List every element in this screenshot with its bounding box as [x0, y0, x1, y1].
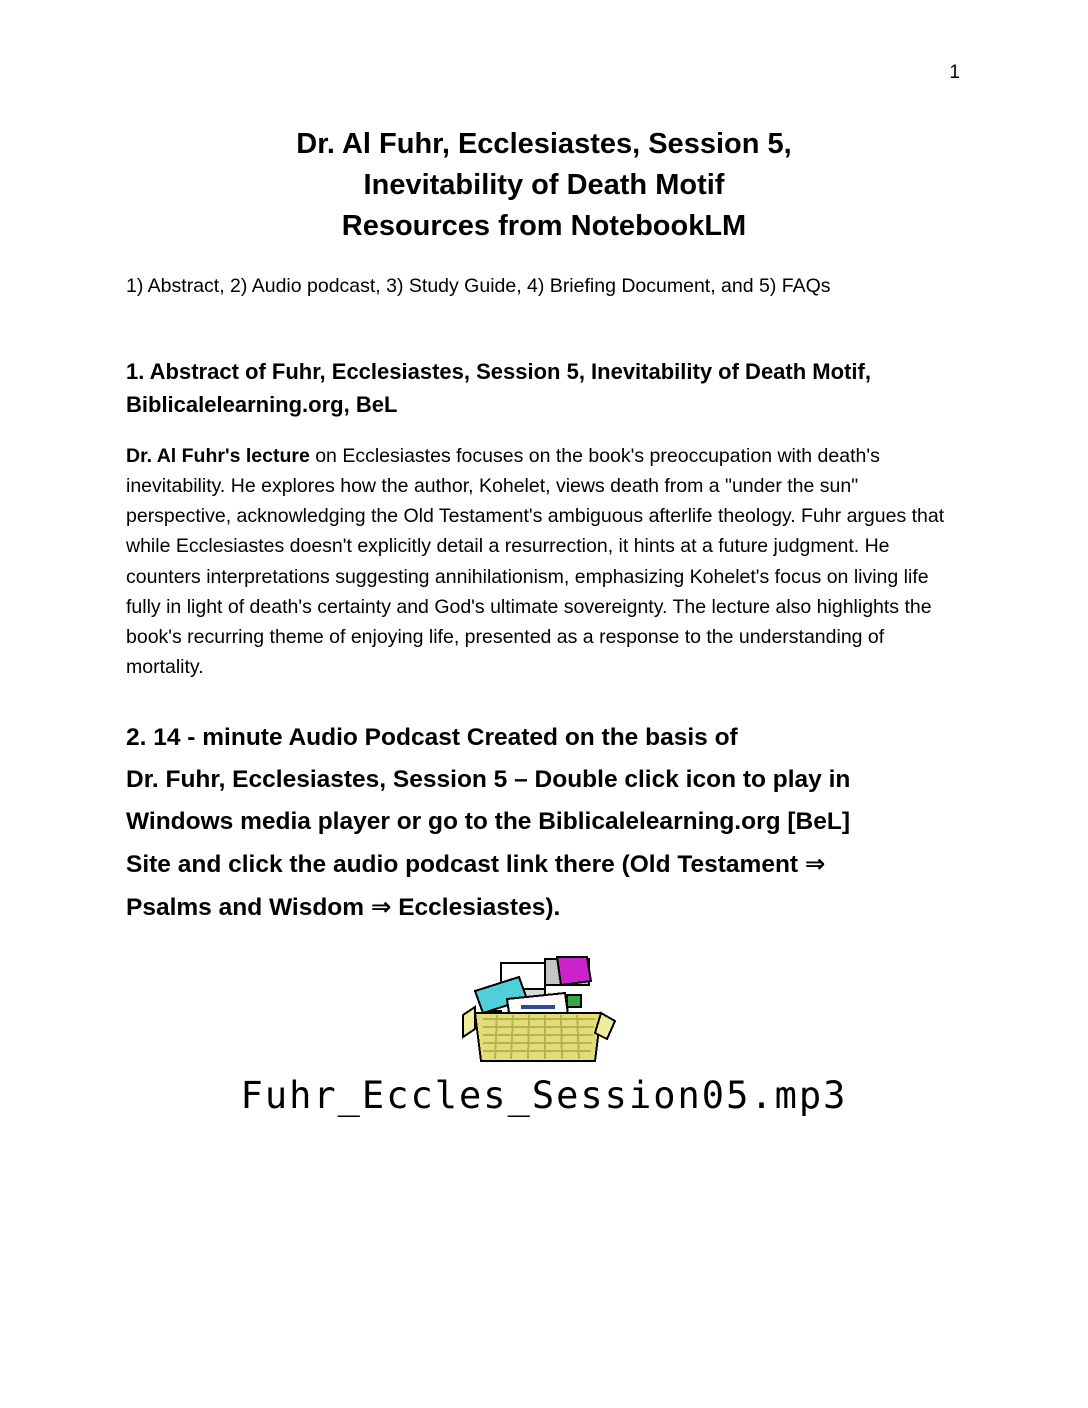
title-line-1: Dr. Al Fuhr, Ecclesiastes, Session 5, — [296, 128, 792, 160]
embedded-audio-object[interactable] — [126, 955, 962, 1119]
document-content — [126, 124, 962, 1119]
section-2-heading — [126, 717, 962, 930]
section-2-line-1: 2. 14 - minute Audio Podcast Created on the basis of — [126, 723, 738, 751]
audio-file-name[interactable]: Fuhr_Eccles_Session05.mp3 — [240, 1074, 848, 1118]
double-arrow-icon: ⇒ — [804, 848, 826, 878]
section-1-lead: Dr. Al Fuhr's lecture — [126, 444, 310, 467]
package-box-icon[interactable] — [449, 955, 639, 1067]
title-line-3: Resources from NotebookLM — [341, 210, 747, 243]
page-number: 1 — [949, 62, 960, 83]
section-2-line-4 — [126, 843, 962, 886]
title-line-2: Inevitability of Death Motif — [363, 169, 725, 202]
section-2-line-5 — [126, 886, 962, 929]
section-2-line-4-text: Site and click the audio podcast link there (Old Testament — [126, 850, 805, 878]
section-2-line-2: Dr. Fuhr, Ecclesiastes, Session 5 – Double click icon to play in — [126, 765, 851, 793]
section-2-line-5-text: Psalms and Wisdom — [126, 894, 371, 922]
section-1-body: on Ecclesiastes focuses on the book's preoccupation with death's inevitability. He explores how the author, Kohelet, views death from a "under the sun" perspective, acknowledging the Old Testament's ambiguous afterlife theology. Fuhr argues that while Ecclesiastes doesn't explicitly detail a resurrection, it hints at a future judgment. He counters interpretations suggesting annihilationism, emphasizing Kohelet's focus on living life fully in light of death's certainty and God's ultimate sovereignty. The lecture also highlights the book's recurring theme of enjoying life, presented as a response to the understanding of mortality. — [126, 444, 945, 679]
section-2-line-3: Windows media player or go to the Biblicalelearning.org [BeL] — [126, 807, 850, 835]
section-1-heading: 1. Abstract of Fuhr, Ecclesiastes, Session 5, Inevitability of Death Motif, Biblicalelearning.org, BeL — [126, 358, 871, 417]
section-1-paragraph — [126, 441, 962, 683]
contents-summary: 1) Abstract, 2) Audio podcast, 3) Study Guide, 4) Briefing Document, and 5) FAQs — [126, 274, 831, 297]
page-title — [126, 124, 962, 248]
section-2-line-5-tail: Ecclesiastes). — [391, 894, 561, 922]
double-arrow-icon-2: ⇒ — [370, 892, 392, 922]
